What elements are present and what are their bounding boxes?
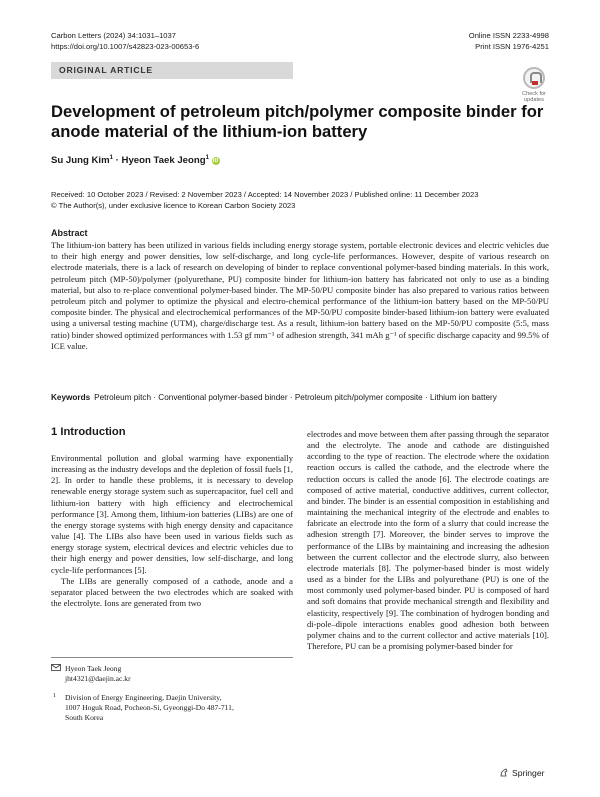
author-affil-sup: 1 <box>205 155 209 161</box>
contact-email[interactable]: jht4321@daejin.ac.kr <box>65 674 131 683</box>
envelope-icon <box>51 664 63 674</box>
author-name[interactable]: Su Jung Kim <box>51 155 110 167</box>
check-for-updates-badge[interactable] <box>519 67 549 104</box>
orcid-icon[interactable]: iD <box>212 158 219 165</box>
affiliation-line: 1007 Hoguk Road, Pocheon-Si, Gyeonggi-Do 487-711, <box>65 703 234 712</box>
body-paragraph: electrodes and move between them after passing through the separator and the electrolyte. The anode and cathode are distinguished according to the type of reaction. The electrode where the oxidation reaction occurs is called the cathode, and the electrode where the reduction occurs is called the anode [6]. The electrode coatings are composed of active material, conductive additives, current collector, and binder. The binder is an essential composition in establishing and maintaining the mechanical integrity of the electrode and enables to fabricate an electrode into the form of a slurry that could increase the adhesion strength [7]. Moreover, the binder serves to improve the performance of the LIBs by maintaining and increasing the adhesion between the current collector and the electrode slurry, also between electrode materials [8]. The polymer-based binder is most widely used as a binder for the LIBs and polyurethane (PU) is one of the most commonly used polymer-based binder. PU is composed of hard and soft domains that provide mechanical strength and flexibility and elasticity, respectively [9]. The combination of hydrogen bonding and di-pole–dipole interactions enables good adhesion both between polymer chains and to the current collector and active materials [10]. Therefore, PU can be a promising polymer-based binder for <box>307 429 549 651</box>
journal-issue: Carbon Letters (2024) 34:1031–1037 <box>51 31 176 40</box>
author-affil-sup: 1 <box>109 155 113 161</box>
body-paragraph: The LIBs are generally composed of a cathode, anode and a separator placed between the two electrodes which are soaked with the electrolyte. Ions are generated from two <box>51 575 293 609</box>
check-for-updates-icon <box>523 67 545 89</box>
corresponding-author <box>51 664 131 684</box>
body-column-right <box>307 429 549 652</box>
body-column-left <box>51 453 293 609</box>
online-issn: Online ISSN 2233-4998 <box>468 31 549 40</box>
affiliation <box>51 693 234 723</box>
date-history: Received: 10 October 2023 / Revised: 2 November 2023 / Accepted: 14 November 2023 / Published online: 11 December 2023 <box>51 190 479 199</box>
publication-dates <box>51 190 561 211</box>
contact-name: Hyeon Taek Jeong <box>65 664 122 673</box>
abstract-text: The lithium-ion battery has been utilized in various fields including energy storage system, portable electronic devices and electric vehicles due to their high energy and power densities, low self-discharge, and long cycle-life performances. However, despite of various research on electrode materials, there is a lack of research on developing of binder to replace conventional polymer-based binding materials. In this work, petroleum pitch (MP-50)/polymer (polyurethane, PU) composite binder for lithium-ion battery has fabricated not only to use as a binding material, but also to re-place conventional polymer-based binder. The MP-50/PU composite binder has also prepared to various ratios between petroleum pitch and polymer to optimize the physical and electro-chemical performance of the lithium-ion battery based on the MP-50/PU composite binder. The physical and electrochemical performances of the MP-50/PU composite binder-based lithium-ion battery were evaluated using a universal testing machine (UTM), charge/discharge test. As a result, lithium-ion battery based on the MP-50/PU composite (5:5, mass ratio) binder showed optimized performances with 1.53 gf mm⁻¹ of adhesion strength, 341 mAh g⁻¹ of specific discharge capacity and 99.5% of ICE value. <box>51 240 549 351</box>
print-issn: Print ISSN 1976-4251 <box>475 42 549 51</box>
article-title: Development of petroleum pitch/polymer composite binder for anode material of the lithium-ion battery <box>51 102 544 141</box>
journal-meta <box>51 30 199 52</box>
footnote-divider <box>51 657 293 658</box>
author-list <box>51 155 220 166</box>
article-type-banner: ORIGINAL ARTICLE <box>51 62 293 79</box>
abstract-heading: Abstract <box>51 228 88 238</box>
affiliation-line: South Korea <box>65 713 104 722</box>
publisher-name: Springer <box>512 768 545 778</box>
author-separator: · <box>112 155 122 167</box>
affiliation-number: 1 <box>53 693 56 699</box>
publisher-logo <box>500 768 544 778</box>
issn-meta <box>469 30 549 52</box>
doi-link[interactable]: https://doi.org/10.1007/s42823-023-00653-6 <box>51 42 200 51</box>
keywords-text: Petroleum pitch · Conventional polymer-based binder · Petroleum pitch/polymer composite · Lithium ion battery <box>94 393 497 402</box>
keywords <box>51 392 549 403</box>
section-heading: 1 Introduction <box>51 426 126 438</box>
springer-horse-icon <box>500 768 509 777</box>
crossmark-line2: updates <box>524 97 544 104</box>
affiliation-line: Division of Energy Engineering, Daejin University, <box>65 693 222 702</box>
crossmark-line1: Check for <box>522 91 546 97</box>
author-name[interactable]: Hyeon Taek Jeong <box>121 155 206 167</box>
keywords-label: Keywords <box>51 393 91 402</box>
body-paragraph: Environmental pollution and global warming have exponentially increasing as the industry develops and the depletion of fossil fuels [1, 2]. In order to handle these problems, it is necessary to develop renewable energy storage system such as supercapacitor, fuel cell and lithium-ion battery with high efficiency and electrochemical performance [3]. Among them, lithium-ion batteries (LIBs) are one of the energy storage systems with high energy density and capacitance value [4]. The LIBs also have been used in various fields such as energy storage system, electrical devices and electric vehicles due to their high energy and power densities, low self-discharge, and long cycle-life performances [5]. <box>51 453 294 575</box>
copyright-line: © The Author(s), under exclusive licence to Korean Carbon Society 2023 <box>51 200 296 210</box>
